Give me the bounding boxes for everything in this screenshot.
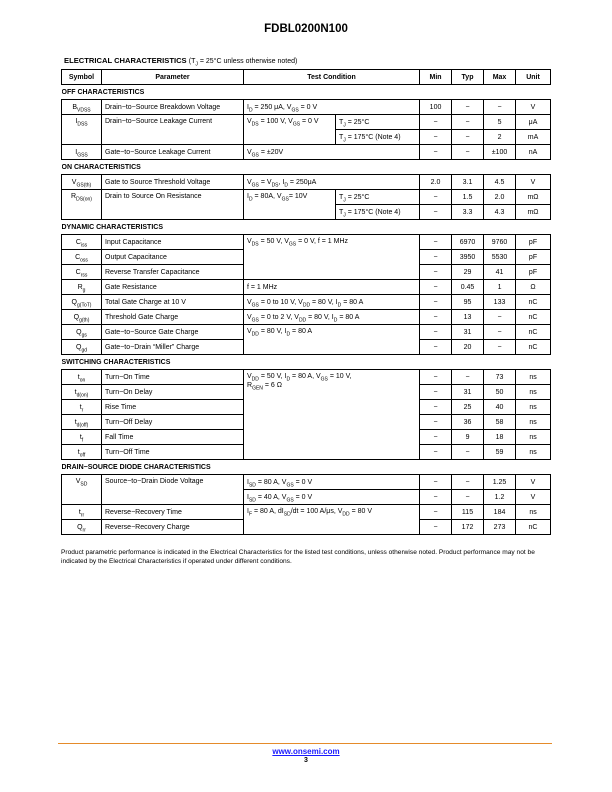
- symbol: $V_{SD}$: [62, 475, 102, 505]
- condition: $V_{GS} = \pm 20V$: [244, 145, 420, 160]
- condition: $V_{GS} = 0$ to 2 V, $V_{DD} = 80$ V, $I_D = 80$ A: [244, 310, 420, 325]
- max: 133: [484, 295, 516, 310]
- parameter: Turn−Off Delay: [102, 415, 244, 430]
- parameter: Threshold Gate Charge: [102, 310, 244, 325]
- max: 50: [484, 385, 516, 400]
- unit: V: [516, 490, 551, 505]
- unit: mΩ: [516, 190, 551, 205]
- max: −: [484, 325, 516, 340]
- parameter: Input Capacitance: [102, 235, 244, 250]
- symbol: $t_{d(off)}$: [62, 415, 102, 430]
- symbol: $Q_{g(ToT)}$: [62, 295, 102, 310]
- condition: $I_D = 250$ μA, $V_{GS} = 0$ V: [244, 100, 420, 115]
- max: 1: [484, 280, 516, 295]
- typ: 13: [452, 310, 484, 325]
- unit: pF: [516, 265, 551, 280]
- typ: −: [452, 100, 484, 115]
- min: −: [420, 115, 452, 130]
- max: 41: [484, 265, 516, 280]
- max: 59: [484, 445, 516, 460]
- condition: $I_D = 80A$, $V_{GS}= 10V$: [244, 190, 336, 220]
- table-row: [62, 370, 551, 385]
- max: 73: [484, 370, 516, 385]
- section-on: ON CHARACTERISTICS: [62, 160, 551, 175]
- website-link[interactable]: www.onsemi.com: [272, 747, 340, 756]
- section-diode: DRAIN−SOURCE DIODE CHARACTERISTICS: [62, 460, 551, 475]
- col-parameter: Parameter: [102, 70, 244, 85]
- unit: nC: [516, 310, 551, 325]
- electrical-characteristics-table: [61, 69, 551, 535]
- min: −: [420, 205, 452, 220]
- unit: V: [516, 175, 551, 190]
- max: 1.25: [484, 475, 516, 490]
- min: −: [420, 385, 452, 400]
- table-row: [62, 115, 551, 130]
- unit: μA: [516, 115, 551, 130]
- symbol: $C_{oss}$: [62, 250, 102, 265]
- parameter: Gate Resistance: [102, 280, 244, 295]
- table-row: [62, 310, 551, 325]
- symbol: $Q_{gs}$: [62, 325, 102, 340]
- unit: nA: [516, 145, 551, 160]
- parameter: Drain to Source On Resistance: [102, 190, 244, 220]
- max: 2.0: [484, 190, 516, 205]
- typ: 1.5: [452, 190, 484, 205]
- max: 5530: [484, 250, 516, 265]
- typ: −: [452, 475, 484, 490]
- typ: 31: [452, 385, 484, 400]
- typ: 31: [452, 325, 484, 340]
- unit: ns: [516, 400, 551, 415]
- col-typ: Typ: [452, 70, 484, 85]
- typ: 6970: [452, 235, 484, 250]
- max: ±100: [484, 145, 516, 160]
- condition: $I_{SD} = 80$ A, $V_{GS} = 0$ V: [244, 475, 420, 490]
- typ: −: [452, 115, 484, 130]
- col-symbol: Symbol: [62, 70, 102, 85]
- typ: 9: [452, 430, 484, 445]
- parameter: Rise Time: [102, 400, 244, 415]
- document-title: FDBL0200N100: [264, 23, 348, 35]
- condition: $V_{GS} = V_{DS}$, $I_D = 250\mu A$: [244, 175, 420, 190]
- unit: nC: [516, 325, 551, 340]
- min: −: [420, 295, 452, 310]
- unit: pF: [516, 250, 551, 265]
- min: −: [420, 490, 452, 505]
- parameter: Output Capacitance: [102, 250, 244, 265]
- unit: nC: [516, 340, 551, 355]
- unit: ns: [516, 445, 551, 460]
- max: −: [484, 310, 516, 325]
- typ: 3950: [452, 250, 484, 265]
- parameter: Reverse−Recovery Time: [102, 505, 244, 520]
- unit: ns: [516, 370, 551, 385]
- max: 40: [484, 400, 516, 415]
- sub-condition: $T_J = 175^\circ C$ (Note 4): [336, 130, 420, 145]
- min: −: [420, 265, 452, 280]
- max: 18: [484, 430, 516, 445]
- max: 184: [484, 505, 516, 520]
- parameter: Source−to−Drain Diode Voltage: [102, 475, 244, 505]
- min: −: [420, 340, 452, 355]
- parameter: Gate−to−Source Gate Charge: [102, 325, 244, 340]
- condition: $V_{DS} = 100$ V, $V_{GS} = 0$ V: [244, 115, 336, 145]
- symbol: $I_{DSS}$: [62, 115, 102, 145]
- col-test-condition: Test Condition: [244, 70, 420, 85]
- typ: −: [452, 145, 484, 160]
- min: −: [420, 250, 452, 265]
- sub-condition: $T_J = 175^\circ C$ (Note 4): [336, 205, 420, 220]
- min: −: [420, 415, 452, 430]
- parameter: Fall Time: [102, 430, 244, 445]
- unit: ns: [516, 415, 551, 430]
- footer: [0, 747, 612, 764]
- symbol: $t_{rr}$: [62, 505, 102, 520]
- min: −: [420, 400, 452, 415]
- symbol: $t_{off}$: [62, 445, 102, 460]
- footer-divider: [58, 743, 552, 744]
- max: −: [484, 100, 516, 115]
- symbol: $R_{DS(on)}$: [62, 190, 102, 220]
- table-row: [62, 175, 551, 190]
- min: −: [420, 310, 452, 325]
- table-row: [62, 505, 551, 520]
- max: 273: [484, 520, 516, 535]
- typ: 25: [452, 400, 484, 415]
- condition: $V_{DS} = 50$ V, $V_{GS} = 0$ V, f = 1 MHz: [244, 235, 420, 280]
- unit: nC: [516, 520, 551, 535]
- table-row: [62, 295, 551, 310]
- col-unit: Unit: [516, 70, 551, 85]
- unit: mΩ: [516, 205, 551, 220]
- unit: ns: [516, 430, 551, 445]
- condition: $I_F = 80$ A, $dI_{SD}/dt = 100$ A/μs, $V_{DD} = 80$ V: [244, 505, 420, 535]
- parameter: Total Gate Charge at 10 V: [102, 295, 244, 310]
- max: 4.3: [484, 205, 516, 220]
- min: −: [420, 445, 452, 460]
- sub-condition: $T_J = 25^\circ C$: [336, 115, 420, 130]
- unit: V: [516, 475, 551, 490]
- condition: f = 1 MHz: [244, 280, 420, 295]
- unit: mA: [516, 130, 551, 145]
- min: −: [420, 190, 452, 205]
- parameter: Drain−to−Source Breakdown Voltage: [102, 100, 244, 115]
- parameter: Drain−to−Source Leakage Current: [102, 115, 244, 145]
- typ: 29: [452, 265, 484, 280]
- symbol: $Q_{g(th)}$: [62, 310, 102, 325]
- section-off: OFF CHARACTERISTICS: [62, 85, 551, 100]
- typ: 172: [452, 520, 484, 535]
- symbol: $C_{iss}$: [62, 235, 102, 250]
- max: 2: [484, 130, 516, 145]
- symbol: $t_f$: [62, 430, 102, 445]
- min: −: [420, 475, 452, 490]
- min: −: [420, 130, 452, 145]
- parameter: Gate to Source Threshold Voltage: [102, 175, 244, 190]
- condition: $I_{SD} = 40$ A, $V_{GS} = 0$ V: [244, 490, 420, 505]
- unit: nC: [516, 295, 551, 310]
- section-title: ELECTRICAL CHARACTERISTICS ($T_J = 25^\circ C$ unless otherwise noted): [64, 56, 298, 68]
- symbol: $R_g$: [62, 280, 102, 295]
- section-dynamic: DYNAMIC CHARACTERISTICS: [62, 220, 551, 235]
- typ: −: [452, 490, 484, 505]
- typ: 20: [452, 340, 484, 355]
- unit: pF: [516, 235, 551, 250]
- typ: 3.1: [452, 175, 484, 190]
- table-row: [62, 280, 551, 295]
- symbol: $V_{GS(th)}$: [62, 175, 102, 190]
- min: 100: [420, 100, 452, 115]
- page-number: 3: [304, 757, 308, 764]
- min: −: [420, 370, 452, 385]
- unit: ns: [516, 385, 551, 400]
- table-row: [62, 235, 551, 250]
- table-row: [62, 475, 551, 490]
- unit: ns: [516, 505, 551, 520]
- symbol: $t_{d(on)}$: [62, 385, 102, 400]
- min: −: [420, 505, 452, 520]
- parameter: Turn−Off Time: [102, 445, 244, 460]
- max: 5: [484, 115, 516, 130]
- footnote: Product parametric performance is indicated in the Electrical Characteristics for the listed test conditions, unless otherwise noted. Product performance may not be indicated by the Electrical Characteristics if operated under different conditions.: [61, 549, 535, 565]
- parameter: Reverse Transfer Capacitance: [102, 265, 244, 280]
- parameter: Turn−On Time: [102, 370, 244, 385]
- table-header-row: [62, 70, 551, 85]
- col-max: Max: [484, 70, 516, 85]
- table-row: [62, 145, 551, 160]
- max: 1.2: [484, 490, 516, 505]
- symbol: $B_{VDSS}$: [62, 100, 102, 115]
- col-min: Min: [420, 70, 452, 85]
- sub-condition: $T_J = 25^\circ C$: [336, 190, 420, 205]
- symbol: $t_{on}$: [62, 370, 102, 385]
- typ: 36: [452, 415, 484, 430]
- max: −: [484, 340, 516, 355]
- min: −: [420, 145, 452, 160]
- table-row: [62, 190, 551, 205]
- symbol: $t_r$: [62, 400, 102, 415]
- max: 9760: [484, 235, 516, 250]
- table-row: [62, 100, 551, 115]
- symbol: $I_{GSS}$: [62, 145, 102, 160]
- typ: 0.45: [452, 280, 484, 295]
- symbol: $Q_{gd}$: [62, 340, 102, 355]
- typ: −: [452, 130, 484, 145]
- unit: Ω: [516, 280, 551, 295]
- min: −: [420, 520, 452, 535]
- max: 58: [484, 415, 516, 430]
- min: 2.0: [420, 175, 452, 190]
- table-row: [62, 325, 551, 340]
- typ: 95: [452, 295, 484, 310]
- unit: V: [516, 100, 551, 115]
- condition: $V_{DD} = 80$ V, $I_D = 80$ A: [244, 325, 420, 355]
- section-switching: SWITCHING CHARACTERISTICS: [62, 355, 551, 370]
- min: −: [420, 325, 452, 340]
- condition: $V_{GS} = 0$ to 10 V, $V_{DD} = 80$ V, $I_D = 80$ A: [244, 295, 420, 310]
- condition: $V_{DD} = 50$ V, $I_D = 80$ A, $V_{GS} = 10$ V, $R_{GEN} = 6$ Ω: [244, 370, 420, 460]
- symbol: $Q_{rr}$: [62, 520, 102, 535]
- typ: 3.3: [452, 205, 484, 220]
- typ: 115: [452, 505, 484, 520]
- parameter: Turn−On Delay: [102, 385, 244, 400]
- max: 4.5: [484, 175, 516, 190]
- parameter: Gate−to−Drain “Miller” Charge: [102, 340, 244, 355]
- parameter: Reverse−Recovery Charge: [102, 520, 244, 535]
- parameter: Gate−to−Source Leakage Current: [102, 145, 244, 160]
- min: −: [420, 280, 452, 295]
- typ: −: [452, 370, 484, 385]
- symbol: $C_{rss}$: [62, 265, 102, 280]
- min: −: [420, 430, 452, 445]
- min: −: [420, 235, 452, 250]
- typ: −: [452, 445, 484, 460]
